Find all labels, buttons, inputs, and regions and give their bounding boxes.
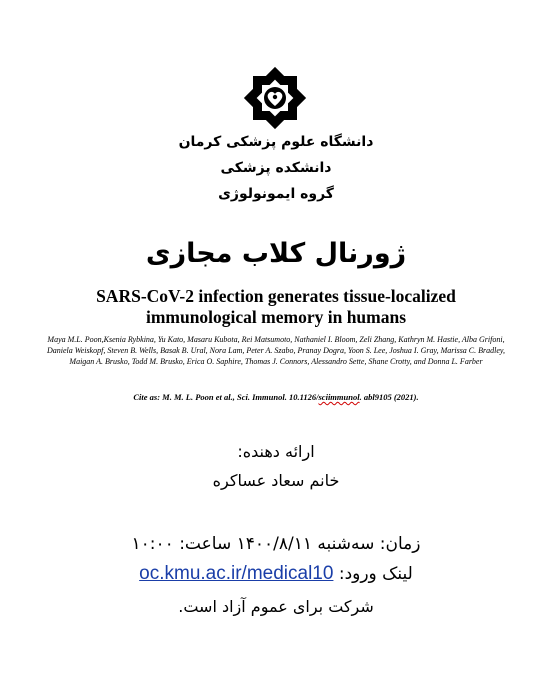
- meeting-link[interactable]: oc.kmu.ac.ir/medical10: [139, 563, 334, 584]
- university-name: دانشگاه علوم پزشکی کرمان: [178, 134, 374, 150]
- article-title-line2: immunological memory in humans: [145, 307, 407, 327]
- presenter-name: خانم سعاد عساکره: [212, 471, 340, 490]
- article-title-line1: SARS-CoV-2 infection generates tissue-localized: [96, 286, 456, 306]
- citation-suffix: . abl9105 (2021).: [359, 392, 419, 402]
- public-note: شرکت برای عموم آزاد است.: [178, 597, 374, 616]
- article-citation: [0, 392, 552, 402]
- citation-doi-word: sciimmunol: [318, 392, 360, 402]
- department-name: گروه ایمونولوژی: [218, 186, 334, 202]
- journal-club-title: ژورنال کلاب مجازی: [145, 238, 407, 269]
- faculty-name: دانشکده پزشکی: [220, 160, 332, 176]
- citation-prefix: Cite as: M. M. L. Poon et al., Sci. Immunol. 10.1126/: [133, 392, 319, 402]
- article-authors: Maya M.L. Poon,Ksenia Rybkina, Yu Kato, Masaru Kubota, Rei Matsumoto, Nathaniel I. Bloom, Zeli Zhang, Kathryn M. Hastie, Alba Grifoni, Daniela Weiskopf, Steven B. Wells, Basak B. Ural, Nora Lam, Peter A. Szabo, Pranay Dogra, Yoon S. Lee, Joshua I. Gray, Marissa C. Bradley, Maigan A. Brusko, Todd M. Brusko, Erica O. Saphire, Thomas J. Connors, Alessandro Sette, Shane Crotty, and Donna L. Farber: [46, 335, 506, 366]
- event-time: زمان: سه‌شنبه ۱۴۰۰/۸/۱۱ ساعت: ۱۰:۰۰: [131, 534, 421, 554]
- link-label: لینک ورود:: [338, 564, 413, 584]
- event-link-line: [0, 563, 552, 585]
- university-logo: [243, 66, 307, 130]
- presenter-label: ارائه دهنده:: [237, 442, 315, 461]
